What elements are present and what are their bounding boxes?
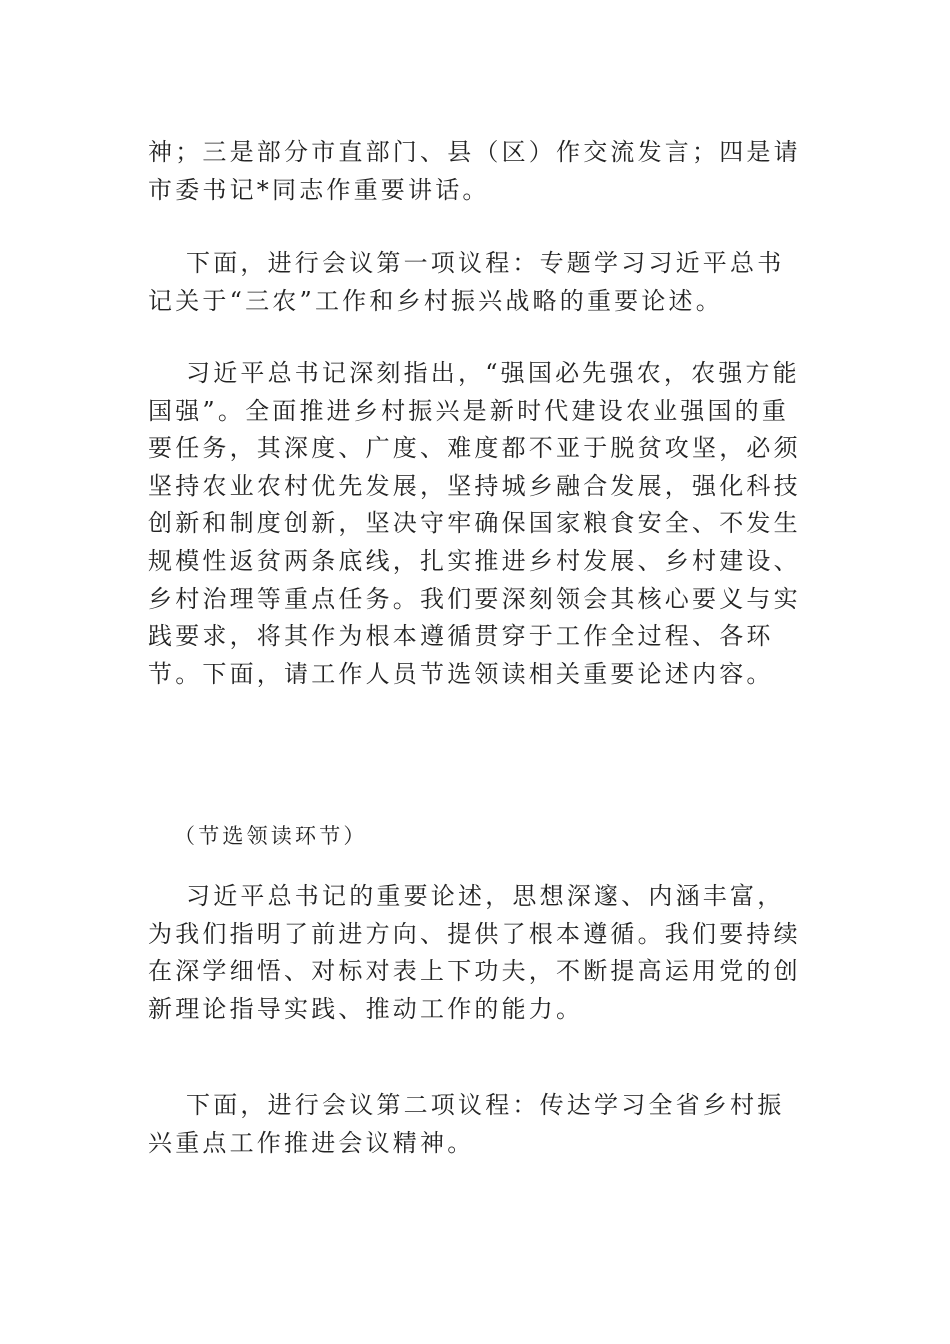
paragraph-reading-note: （节选领读环节）: [174, 824, 368, 848]
paragraph-agenda-item-2: 下面，进行会议第二项议程：传达学习全省乡村振兴重点工作推进会议精神。: [148, 1091, 785, 1157]
paragraph-continuation: 神；三是部分市直部门、县（区）作交流发言；四是请市委书记*同志作重要讲话。: [148, 138, 801, 204]
paragraph-key-quote: 习近平总书记深刻指出，“强国必先强农，农强方能国强”。全面推进乡村振兴是新时代建设农业强国的重要任务，其深度、广度、难度都不亚于脱贫攻坚，必须坚持农业农村优先发展，坚持城乡融合发展，强化科技创新和制度创新，坚决守牢确保国家粮食安全、不发生规模性返贫两条底线，扎实推进乡村发展、乡村建设、乡村治理等重点任务。我们要深刻领会其核心要义与实践要求，将其作为根本遵循贯穿于工作全过程、各环节。下面，请工作人员节选领读相关重要论述内容。: [148, 359, 801, 688]
paragraph-agenda-item-1: 下面，进行会议第一项议程：专题学习习近平总书记关于“三农”工作和乡村振兴战略的重要论述。: [148, 249, 785, 315]
paragraph-summary: 习近平总书记的重要论述，思想深邃、内涵丰富，为我们指明了前进方向、提供了根本遵循。我们要持续在深学细悟、对标对表上下功夫，不断提高运用党的创新理论指导实践、推动工作的能力。: [148, 882, 801, 1023]
